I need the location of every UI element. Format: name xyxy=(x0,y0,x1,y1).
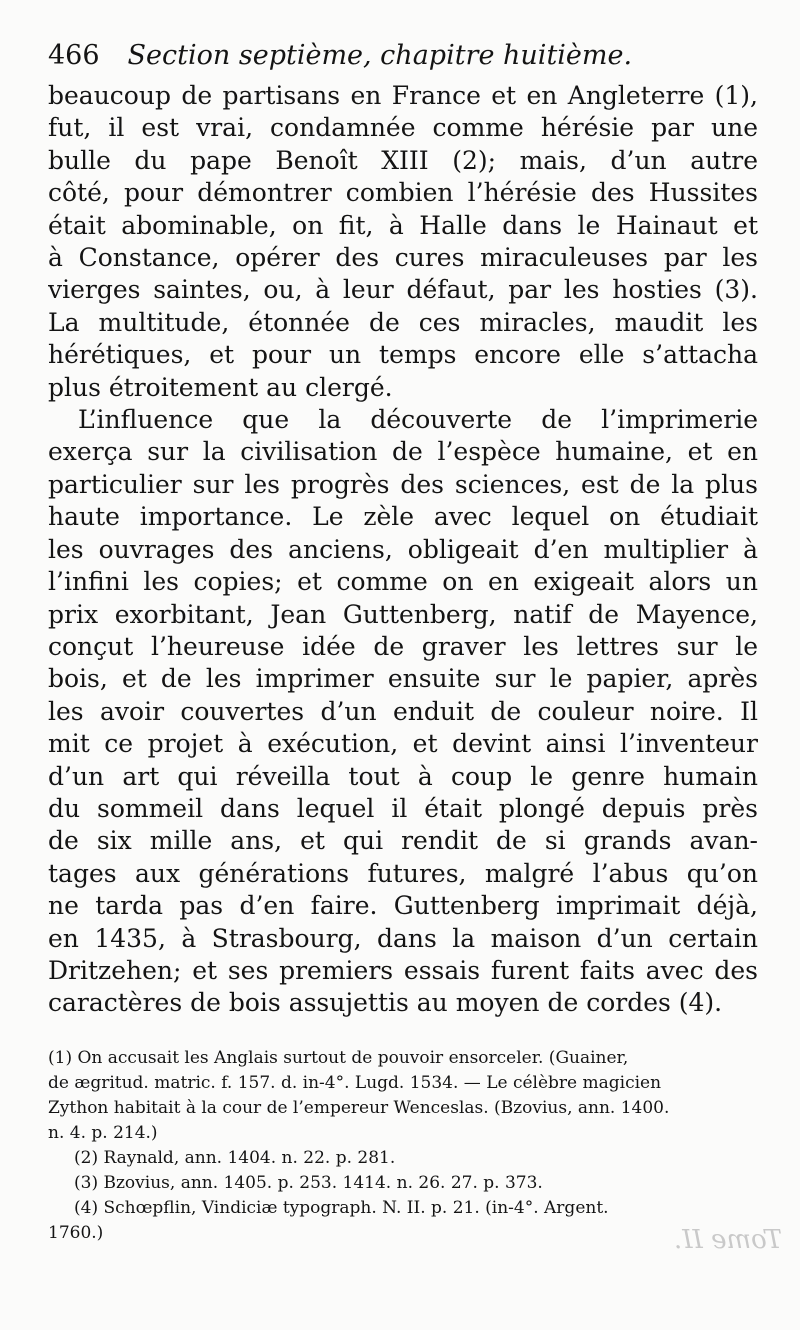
text-line: haute importance. Le zèle avec lequel on étudiait xyxy=(48,502,758,532)
show-through-text: Tome II. xyxy=(673,1225,782,1255)
footnote-2 xyxy=(48,1146,758,1171)
footnotes xyxy=(48,1046,758,1246)
paragraph-2 xyxy=(48,404,758,1020)
text-line: La multitude, étonnée de ces miracles, maudit les xyxy=(48,307,758,337)
text-line: ne tarda pas d’en faire. Guttenberg imprimait déjà, xyxy=(48,891,758,921)
text-line: exerça sur la civilisation de l’espèce humaine, et en xyxy=(48,437,758,467)
text-line: tages aux générations futures, malgré l’abus qu’on xyxy=(48,858,758,888)
footnote-line: (2) Raynald, ann. 1404. n. 22. p. 281. xyxy=(74,1147,396,1168)
text-line: de six mille ans, et qui rendit de si grands avan- xyxy=(48,826,758,856)
page-header xyxy=(48,40,758,80)
footnote-3 xyxy=(48,1171,758,1196)
footnote-1 xyxy=(48,1046,758,1146)
text-line: prix exorbitant, Jean Guttenberg, natif de Mayence, xyxy=(48,599,758,629)
text-line: Dritzehen; et ses premiers essais furent faits avec des xyxy=(48,955,758,985)
paragraph-1 xyxy=(48,80,758,404)
text-line: caractères de bois assujettis au moyen de cordes (4). xyxy=(48,988,723,1018)
text-line: côté, pour démontrer combien l’hérésie des Hussites xyxy=(48,178,758,208)
footnote-line: de ægritud. matric. f. 157. d. in-4°. Lugd. 1534. — Le célèbre magicien xyxy=(48,1072,662,1093)
text-line: mit ce projet à exécution, et devint ainsi l’inventeur xyxy=(48,729,758,759)
footnote-line: Zython habitait à la cour de l’empereur Wenceslas. (Bzovius, ann. 1400. xyxy=(48,1097,670,1118)
body-text xyxy=(48,80,758,1020)
text-line: fut, il est vrai, condamnée comme hérésie par une xyxy=(48,113,758,143)
text-line: l’infini les copies; et comme on en exigeait alors un xyxy=(48,567,758,597)
text-line: beaucoup de partisans en France et en Angleterre (1), xyxy=(48,81,758,110)
text-line: hérétiques, et pour un temps encore elle s’attacha xyxy=(48,340,758,370)
text-line: était abominable, on fit, à Halle dans le Hainaut et xyxy=(48,210,758,240)
running-title: Section septième, chapitre huitième. xyxy=(127,40,633,71)
footnote-line: (3) Bzovius, ann. 1405. p. 253. 1414. n. 26. 27. p. 373. xyxy=(74,1172,543,1193)
text-line: les avoir couvertes d’un enduit de couleur noire. Il xyxy=(48,696,758,726)
footnote-line: (4) Schœpflin, Vindiciæ typograph. N. II. p. 21. (in-4°. Argent. xyxy=(74,1197,609,1218)
text-line: conçut l’heureuse idée de graver les lettres sur le xyxy=(48,631,758,661)
text-line: les ouvrages des anciens, obligeait d’en multiplier à xyxy=(48,534,758,564)
footnote-4 xyxy=(48,1196,758,1246)
text-line: particulier sur les progrès des sciences, est de la plus xyxy=(48,469,758,499)
text-line: vierges saintes, ou, à leur défaut, par les hosties (3). xyxy=(48,275,758,305)
text-line: du sommeil dans lequel il était plongé depuis près xyxy=(48,793,758,823)
footnote-line: 1760.) xyxy=(48,1222,104,1243)
text-line: bulle du pape Benoît XIII (2); mais, d’un autre xyxy=(48,145,758,175)
text-line: bois, et de les imprimer ensuite sur le papier, après xyxy=(48,664,758,694)
footnote-line: (1) On accusait les Anglais surtout de pouvoir ensorceler. (Guainer, xyxy=(48,1047,629,1068)
text-line: d’un art qui réveilla tout à coup le genre humain xyxy=(48,761,758,791)
text-line: L’influence que la découverte de l’imprimerie xyxy=(78,405,758,435)
page-number: 466 xyxy=(48,40,100,71)
text-line: à Constance, opérer des cures miraculeuses par les xyxy=(48,243,758,273)
footnote-line: n. 4. p. 214.) xyxy=(48,1122,158,1143)
text-line: plus étroitement au clergé. xyxy=(48,372,393,402)
text-line: en 1435, à Strasbourg, dans la maison d’un certain xyxy=(48,923,758,953)
